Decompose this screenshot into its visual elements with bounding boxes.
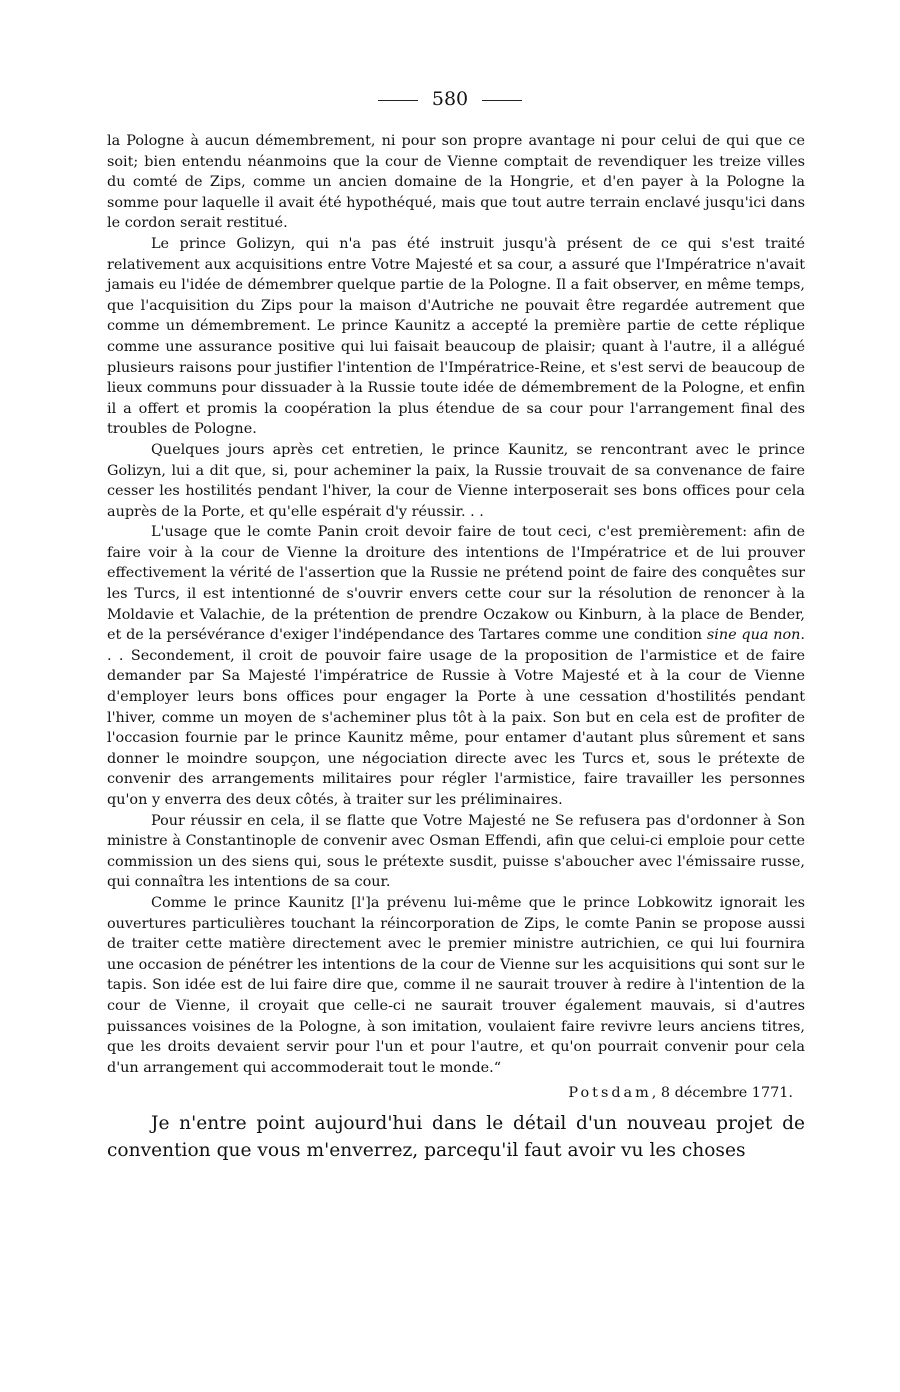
- dateline-date: , 8 décembre 1771.: [651, 1085, 793, 1102]
- italic-phrase: sine qua non: [706, 627, 801, 644]
- paragraph: Comme le prince Kaunitz [l']a prévenu lui-même que le prince Lobkowitz ignorait les ouvertures particulières touchant la réincorporation de Zips, le comte Panin se propose aussi de traiter cette matière directement avec le premier ministre autrichien, ce qui lui fournira une occasion de pénétrer les intentions de la cour de Vienne sur les acquisitions qui sont sur le tapis. Son idée est de lui faire dire que, comme il ne saurait trouver à redire à l'intention de la cour de Vienne, il croyait que celle-ci ne saurait trouver également mauvais, si d'autres puissances voisines de la Pologne, à son imitation, voulaient faire revivre leurs anciens titres, que les droits devaient servir pour l'un et pour l'autre, et qu'on pourrait convenir pour cela d'un arrangement qui accommoderait tout le monde.“: [107, 894, 805, 1076]
- paragraph: Pour réussir en cela, il se flatte que Votre Majesté ne Se refusera pas d'ordonner à Son ministre à Constantinople de convenir avec Osman Effendi, afin que celui-ci emploie pour cette commission un des siens qui, sous le prétexte susdit, puisse s'aboucher avec l'émissaire russe, qui connaîtra les intentions de sa cour.: [107, 812, 805, 891]
- paragraph-text: . . . Secondement, il croit de pouvoir faire usage de la proposition de l'armistice et de faire demander par Sa Majesté l'impératrice de Russie à Votre Majesté et à la cour de Vienne d'employer leurs bons offices pour engager la Porte à une cessation d'hostilités pendant l'hiver, comme un moyen de s'acheminer plus tôt à la paix. Son but en cela est de profiter de l'occasion fournie par le prince Kaunitz même, pour entamer d'autant plus sûrement et sans donner le moindre soupçon, une négociation directe avec les Turcs et, sous le prétexte de convenir des arrangements militaires pour régler l'armistice, faire travailler les personnes qu'on y enverra des deux côtés, à traiter sur les préliminaires.: [107, 627, 805, 808]
- page-body: [107, 131, 805, 1164]
- dateline-place: Potsdam: [568, 1085, 652, 1102]
- header-rule-left: [378, 100, 418, 101]
- closing-paragraph: Je n'entre point aujourd'hui dans le détail d'un nouveau projet de convention que vous m'enverrez, parcequ'il faut avoir vu les choses: [107, 1112, 805, 1161]
- paragraph-text: L'usage que le comte Panin croit devoir faire de tout ceci, c'est premièrement: afin de faire voir à la cour de Vienne la droiture des intentions de l'Impératrice et de lui prouver effectivement la vérité de l'assertion que la Russie ne prétend point de faire des conquêtes sur les Turcs, il est intentionné de s'ouvrir envers cette cour sur la résolution de renoncer à la Moldavie et Valachie, de la prétention de prendre Oczakow ou Kinburn, à la place de Bender, et de la persévérance d'exiger l'indépendance des Tartares comme une condition: [107, 524, 805, 644]
- page-header: [0, 86, 900, 112]
- paragraph: [107, 522, 805, 810]
- paragraph: la Pologne à aucun démembrement, ni pour son propre avantage ni pour celui de qui que ce soit; bien entendu néanmoins que la cour de Vienne comptait de revendiquer les treize villes du comté de Zips, comme un ancien domaine de la Hongrie, et d'en payer à la Pologne la somme pour laquelle il avait été hypothéqué, mais que tout autre terrain enclavé jusqu'ici dans le cordon serait restitué.: [107, 133, 805, 232]
- dateline: [107, 1083, 805, 1104]
- page-number: 580: [431, 88, 469, 110]
- paragraph: Le prince Golizyn, qui n'a pas été instruit jusqu'à présent de ce qui s'est traité relativement aux acquisitions entre Votre Majesté et sa cour, a assuré que l'Impératrice n'avait jamais eu l'idée de démembrer quelque partie de la Pologne. Il a fait observer, en même temps, que l'acquisition du Zips pour la maison d'Autriche ne pouvait être regardée autrement que comme un démembrement. Le prince Kaunitz a accepté la première partie de cette réplique comme une assurance positive qui lui faisait beaucoup de plaisir; quant à l'autre, il a allégué plusieurs raisons pour justifier l'intention de l'Impératrice-Reine, et s'est servi de beaucoup de lieux communs pour dissuader à la Russie toute idée de démembrement de la Pologne, et enfin il a offert et promis la coopération la plus étendue de sa cour pour l'arrangement final des troubles de Pologne.: [107, 235, 805, 438]
- header-rule-right: [482, 100, 522, 101]
- paragraph: Quelques jours après cet entretien, le prince Kaunitz, se rencontrant avec le prince Golizyn, lui a dit que, si, pour acheminer la paix, la Russie trouvait de sa convenance de faire cesser les hostilités pendant l'hiver, la cour de Vienne interposerait ses bons offices pour cela auprès de la Porte, et qu'elle espérait d'y réussir. . .: [107, 441, 805, 520]
